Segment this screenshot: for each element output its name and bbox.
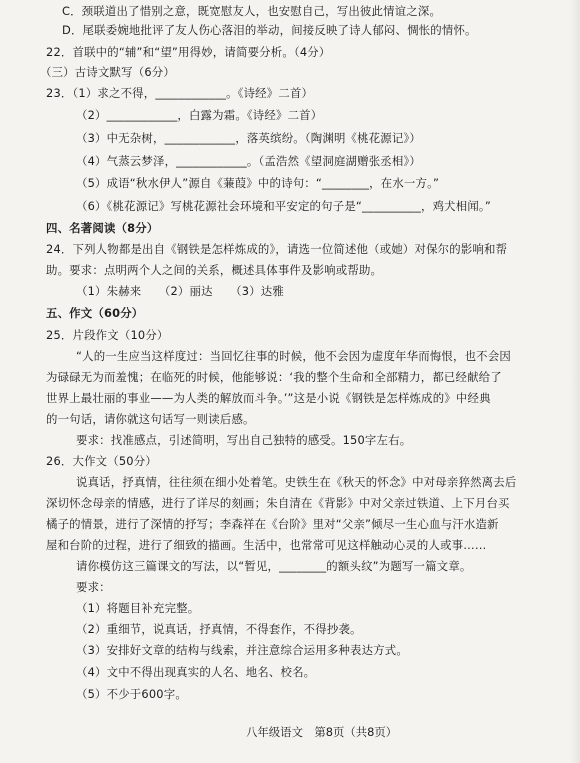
- question-23-item-4: （4）气蒸云梦泽，____________。（孟浩然《望洞庭湖赠张丞相》）: [76, 154, 421, 168]
- question-23-item-6: （6）《桃花源记》写桃花源社会环境和平安定的句子是“__________，鸡犬相闻。”: [76, 199, 491, 213]
- requirement-5: （5）不少于600字。: [76, 687, 187, 701]
- question-26-prompt-line-4: 屋和台阶的过程，进行了细致的描画。生活中，也常常可见这样触动心灵的人或事……: [46, 538, 487, 552]
- question-25-quote-line-4: 的一句话，请你就这句话写一则读后感。: [46, 412, 255, 426]
- question-26-title-instruction: 请你模仿这三篇课文的写法，以“暂见，________的额头纹”为题写一篇文章。: [76, 559, 472, 573]
- section-book-reading: 四、名著阅读（8分）: [46, 221, 159, 235]
- option-d: D．尾联委婉地批评了友人伤心落泪的举动，间接反映了诗人郁闷、惆怅的情怀。: [62, 23, 477, 37]
- section-poetry-dictation: （三）古诗文默写（6分）: [40, 65, 175, 79]
- question-25-quote-line-3: 世界上最壮丽的事业——为人类的解放而斗争。’”这是小说《钢铁是怎样炼成的》中经典: [46, 391, 491, 405]
- question-26-prompt-line-2: 深切怀念母亲的情感，进行了详尽的刻画；朱自清在《背影》中对父亲过铁道、上下月台买: [46, 496, 510, 510]
- option-c: C．颈联道出了惜别之意，既宽慰友人，也安慰自己，写出彼此情谊之深。: [62, 4, 442, 18]
- requirement-3: （3）安排好文章的结构与线索，并注意综合运用多种表达方式。: [76, 643, 408, 657]
- question-25-quote-line-2: 为碌碌无为而羞愧；在临死的时候，他能够说：‘我的整个生命和全部精力，都已经献给了: [46, 370, 502, 384]
- requirement-4: （4）文中不得出现真实的人名、地名、校名。: [76, 665, 316, 679]
- section-composition: 五、作文（60分）: [46, 306, 144, 320]
- scan-edge-shadow: [570, 0, 580, 763]
- requirement-2: （2）重细节，说真话，抒真情，不得套作，不得抄袭。: [76, 622, 362, 636]
- question-24-options: （1）朱赫来 （2）丽达 （3）达雅: [76, 284, 284, 298]
- question-23-item-2: （2）____________，白露为霜。《诗经》二首）: [76, 108, 323, 122]
- question-23-item-1: 23．（1）求之不得，____________。《诗经》二首）: [46, 86, 314, 100]
- question-25-quote-line-1: “人的一生应当这样度过：当回忆往事的时候，他不会因为虚度年华而悔恨，也不会因: [76, 349, 511, 363]
- page-footer: 八年级语文 第8页（共8页）: [246, 725, 398, 739]
- question-22: 22．首联中的“辅”和“望”用得妙，请简要分析。（4分）: [46, 45, 331, 59]
- requirement-1: （1）将题目补充完整。: [76, 601, 200, 615]
- question-24-requirement: 助。要求：点明两个人之间的关系，概述具体事件及影响或帮助。: [46, 263, 383, 277]
- question-24: 24．下列人物都是出自《钢铁是怎样炼成的》，请选一位简述他（或她）对保尔的影响和帮: [46, 242, 508, 256]
- requirements-heading: 要求：: [76, 580, 111, 594]
- question-26-prompt-line-1: 说真话，抒真情，往往须在细小处着笔。史铁生在《秋天的怀念》中对母亲猝然离去后: [76, 475, 517, 489]
- question-25: 25．片段作文（10分）: [46, 328, 169, 342]
- question-26: 26．大作文（50分）: [46, 454, 157, 468]
- question-25-requirement: 要求：找准感点，引述简明，写出自己独特的感受。150字左右。: [76, 433, 412, 447]
- question-23-item-3: （3）中无杂树，____________，落英缤纷。（陶渊明《桃花源记》）: [76, 131, 421, 145]
- question-26-prompt-line-3: 橘子的情景，进行了深情的抒写；李森祥在《台阶》里对“父亲”倾尽一生心血与汗水造新: [46, 517, 499, 531]
- question-23-item-5: （5）成语“秋水伊人”源自《蒹葭》中的诗句：“________，在水一方。”: [76, 176, 440, 190]
